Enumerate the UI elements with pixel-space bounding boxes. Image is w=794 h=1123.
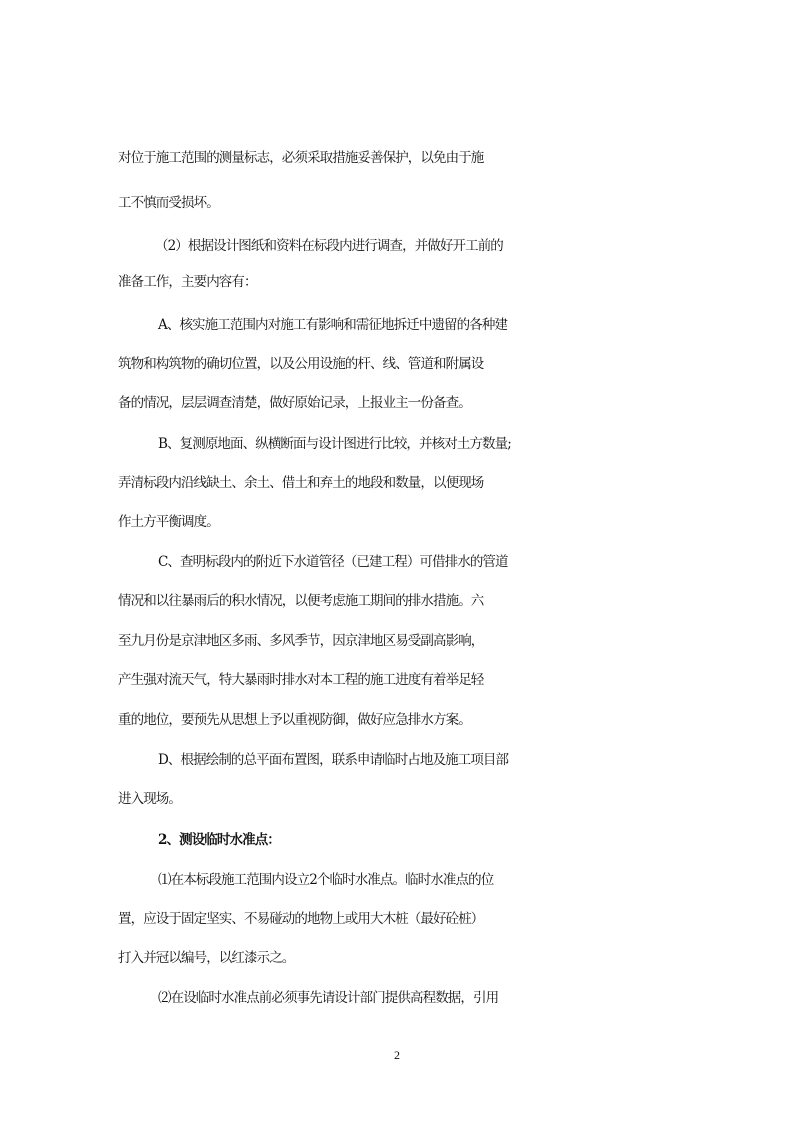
page-number: 2 <box>394 1048 400 1062</box>
paragraph-line: ⑵在设临时水准点前必须事先请设计部门提供高程数据，引用 <box>158 990 499 1006</box>
paragraph-line: 备的情况，层层调查清楚，做好原始记录，上报业主一份备查。 <box>118 395 471 411</box>
paragraph-line: C、查明标段内的附近下水道管径（已建工程）可借排水的管道 <box>158 554 508 570</box>
paragraph-line: 准备工作，主要内容有： <box>118 274 257 290</box>
paragraph-line: A、核实施工范围内对施工有影响和需征地拆迁中遗留的各种建 <box>158 317 508 333</box>
paragraph-line: B、复测原地面、纵横断面与设计图进行比较，并核对土方数量; <box>158 436 511 452</box>
section-heading: 2、测设临时水准点： <box>158 832 280 848</box>
paragraph-line: 工不慎而受损坏。 <box>118 195 219 211</box>
paragraph-line: 置，应设于固定坚实、不易碰动的地物上或用大木桩（最好砼桩） <box>118 911 484 927</box>
paragraph-line: 重的地位，要预先从思想上予以重视防御，做好应急排水方案。 <box>118 712 471 728</box>
paragraph-line: 产生强对流天气，特大暴雨时排水对本工程的施工进度有着举足轻 <box>118 672 484 688</box>
paragraph-line: ⑴在本标段施工范围内设立2个临时水准点。临时水准点的位 <box>158 872 494 888</box>
paragraph-line: 进入现场。 <box>118 791 181 807</box>
paragraph-line: 至九月份是京津地区多雨、多风季节，因京津地区易受副高影响， <box>118 633 484 649</box>
paragraph-line: 打入并冠以编号，以红漆示之。 <box>118 950 295 966</box>
paragraph-line: 情况和以往暴雨后的积水情况，以便考虑施工期间的排水措施。六 <box>118 593 484 609</box>
paragraph-line: D、根据绘制的总平面布置图，联系申请临时占地及施工项目部 <box>158 752 509 768</box>
paragraph-line: （2）根据设计图纸和资料在标段内进行调查，并做好开工前的 <box>155 238 503 254</box>
paragraph-line: 作土方平衡调度。 <box>118 514 219 530</box>
paragraph-line: 弄清标段内沿线缺土、余土、借土和弃土的地段和数量，以便现场 <box>118 475 484 491</box>
paragraph-line: 筑物和构筑物的确切位置，以及公用设施的杆、线、管道和附属设 <box>118 356 484 372</box>
paragraph-line: 对位于施工范围的测量标志，必须采取措施妥善保护，以免由于施 <box>118 150 484 166</box>
